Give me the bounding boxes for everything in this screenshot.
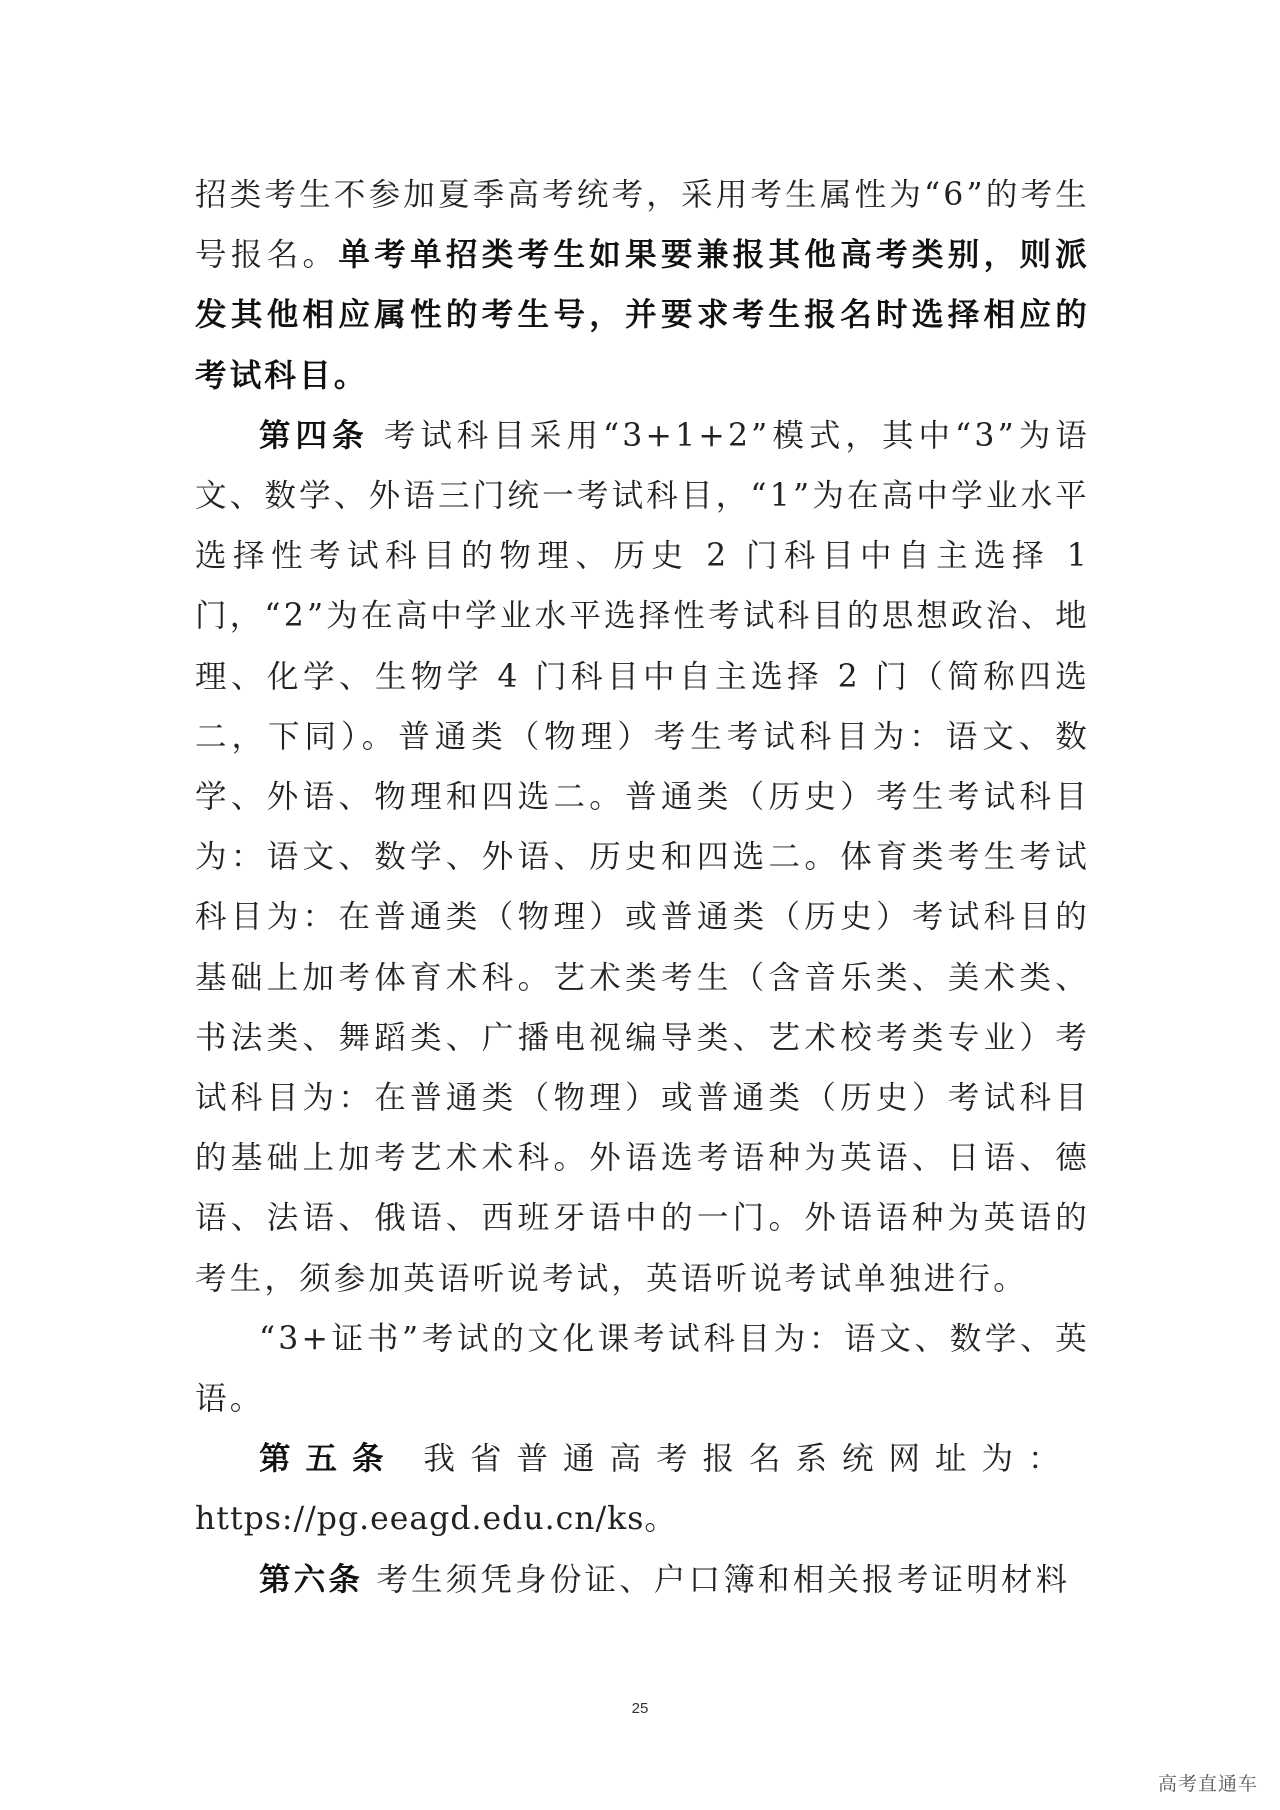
article-four [195,406,1090,1309]
paragraph-continuation [195,165,1090,406]
document-body [195,165,1090,1610]
article-six [195,1550,1090,1610]
article-heading: 第四条 [259,416,369,454]
article-heading: 第五条 [259,1440,399,1478]
article-heading: 第六条 [259,1560,364,1598]
paragraph-text: 招类考生不参加夏季高考统考，采用考生属性为“6”的考生号报名。 [195,177,1090,274]
registration-url: https://pg.eeagd.edu.cn/ks。 [195,1501,677,1538]
page-number: 25 [631,1700,649,1717]
paragraph-bold-text: 单考单招类考生如果要兼报其他高考类别，则派发其他相应属性的考生号，并要求考生报名时选择相应的考试科目。 [195,236,1090,394]
certificate-exam-paragraph [195,1309,1090,1429]
article-text: 考生须凭身份证、户口簿和相关报考证明材料 [363,1561,1071,1598]
article-five [195,1429,1090,1549]
watermark: 高考直通车 [1157,1773,1258,1795]
article-text: 我省普通高考报名系统网址为： [398,1441,1075,1478]
paragraph-text: “3+证书”考试的文化课考试科目为：语文、数学、英语。 [195,1320,1090,1418]
article-text: 考试科目采用“3+1+2”模式，其中“3”为语文、数学、外语三门统一考试科目，“1”为在高中学业水平选择性考试科目的物理、历史 2 门科目中自主选择 1 门，“2”为在高中学业水平选择性考试科目的思想政治、地理、化学、生物学 4 门科目中自主选择 2 门（简称四选二，下同）。普通类（物理）考生考试科目为：语文、数学、外语、物理和四选二。普通类（历史）考生考试科目为：语文、数学、外语、历史和四选二。体育类考生考试科目为：在普通类（物理）或普通类（历史）考试科目的基础上加考体育术科。艺术类考生（含音乐类、美术类、书法类、舞蹈类、广播电视编导类、艺术校考类专业）考试科目为：在普通类（物理）或普通类（历史）考试科目的基础上加考艺术术科。外语选考语种为英语、日语、德语、法语、俄语、西班牙语中的一门。外语语种为英语的考生，须参加英语听说考试，英语听说考试单独进行。 [195,417,1090,1297]
